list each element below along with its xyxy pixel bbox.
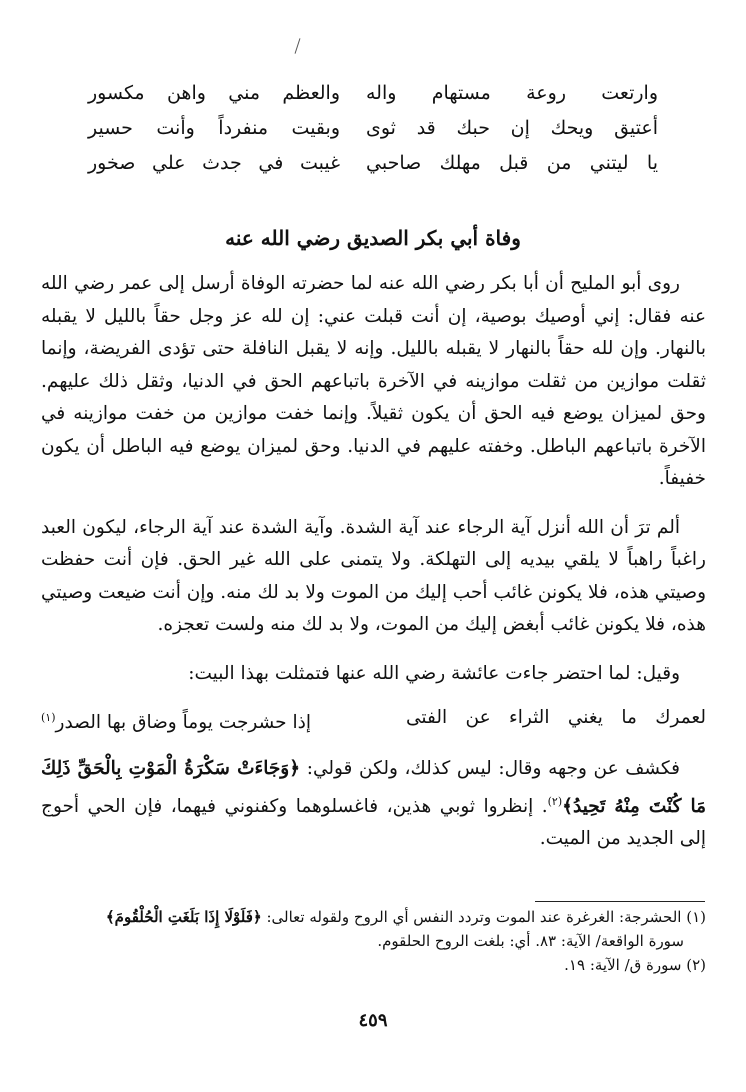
quran-quote: ﴿وَجَاءَتْ سَكْرَةُ الْمَوْتِ بِالْحَقِّ ذَلِكَ مَا كُنْتَ مِنْهُ تَحِيدُ﴾ (41, 758, 706, 817)
paragraph-hope-fear: ألم ترَ أن الله أنزل آية الرجاء عند آية الشدة. وآية الشدة عند آية الرجاء، ليكون العبد راغباً راهباً لا يلقي بيديه إلى التهلكة. ولا يتمنى على الله غير الحق. فإن أنت حفظت وصيتي هذه، فلا يكونن غائب أحب إليك من الموت ولا بد لك منه. وإن أنت ضيعت وصيتي هذه، فلا يكونن غائب أبغض إليك من الموت، ولا بد لك منه ولست تعجزه. (41, 516, 706, 635)
paragraph-text: . إنظروا ثوبي هذين، فاغسلوهما وكفنوني فيهما، فإن الحي أحوج إلى الجديد من الميت. (41, 795, 706, 850)
footnote-1 (41, 905, 706, 929)
footnote-ref-2[interactable]: (٢) (547, 794, 563, 808)
aisha-verse (41, 702, 706, 739)
verse-first-hemistich: يا ليتني من قبل مهلك صاحبي (366, 152, 658, 174)
verse-first-hemistich: أعتيق ويحك إن حبك قد ثوى (366, 117, 658, 139)
margin-mark (295, 38, 301, 54)
footnote-1-continued: سورة الواقعة/ الآية: ٨٣. أي: بلغت الروح الحلقوم. (377, 932, 684, 950)
verse-first-hemistich: لعمرك ما يغني الثراء عن الفتى (406, 707, 706, 728)
verse-second-hemistich: وبقيت منفرداً وأنت حسير (88, 117, 340, 139)
page-number: ٤٥٩ (358, 1010, 388, 1031)
footnote-2: (٢) سورة ق/ الآية: ١٩. (564, 956, 706, 974)
verse-second-hemistich: والعظم مني واهن مكسور (88, 82, 340, 104)
verse-second-hemistich (41, 702, 311, 739)
verse-first-hemistich: وارتعت روعة مستهام واله (366, 82, 658, 104)
footnote-1-quran: ﴿فَلَوْلَا إِذَا بَلَغَتِ الْحُلْقُومَ﴾ (105, 908, 262, 926)
verse-second-hemistich: غيبت في جدث علي صخور (88, 152, 340, 174)
body-text (41, 268, 706, 872)
paragraph-text: فكشف عن وجهه وقال: ليس كذلك، ولكن قولي: (300, 758, 680, 780)
poem-verse (88, 146, 658, 181)
paragraph-aisha: وقيل: لما احتضر جاءت عائشة رضي الله عنها فتمثلت بهذا البيت: (188, 662, 680, 684)
footnote-divider (535, 901, 705, 902)
verse-second-hemistich-text: إذا حشرجت يوماً وضاق بها الصدر (55, 712, 311, 734)
poem-verse (88, 76, 658, 111)
paragraph-abu-malih: روى أبو المليح أن أبا بكر رضي الله عنه لما حضرته الوفاة أرسل إلى عمر رضي الله عنه فقال: إني أوصيك بوصية، إن أنت قبلت عني: إن لله عز وجل حقاً بالليل لا يقبله بالنهار. وإن لله حقاً بالنهار لا يقبله بالليل. وإنه لا يقبل النافلة حتى تؤدى الفريضة، وإنما ثقلت موازين من ثقلت موازينه في الآخرة باتباعهم الحق في الدنيا، وثقل ذلك عليهم. وحق لميزان يوضع فيه الحق أن يكون ثقيلاً. وإنما خفت موازين من خفت موازينه في الآخرة باتباعهم الباطل. وخفته عليهم في الدنيا. وحق لميزان يوضع فيه الباطل أن يكون خفيفاً. (41, 273, 706, 489)
section-title: وفاة أبي بكر الصديق رضي الله عنه (225, 226, 521, 250)
opening-poem (88, 76, 658, 181)
poem-verse (88, 111, 658, 146)
footnote-ref-1[interactable]: (١) (41, 711, 56, 724)
footnotes (41, 905, 706, 977)
footnote-1-text: (١) الحشرجة: الغرغرة عند الموت وتردد النفس أي الروح ولقوله تعالى: (261, 908, 706, 926)
paragraph-final-words (41, 753, 706, 856)
